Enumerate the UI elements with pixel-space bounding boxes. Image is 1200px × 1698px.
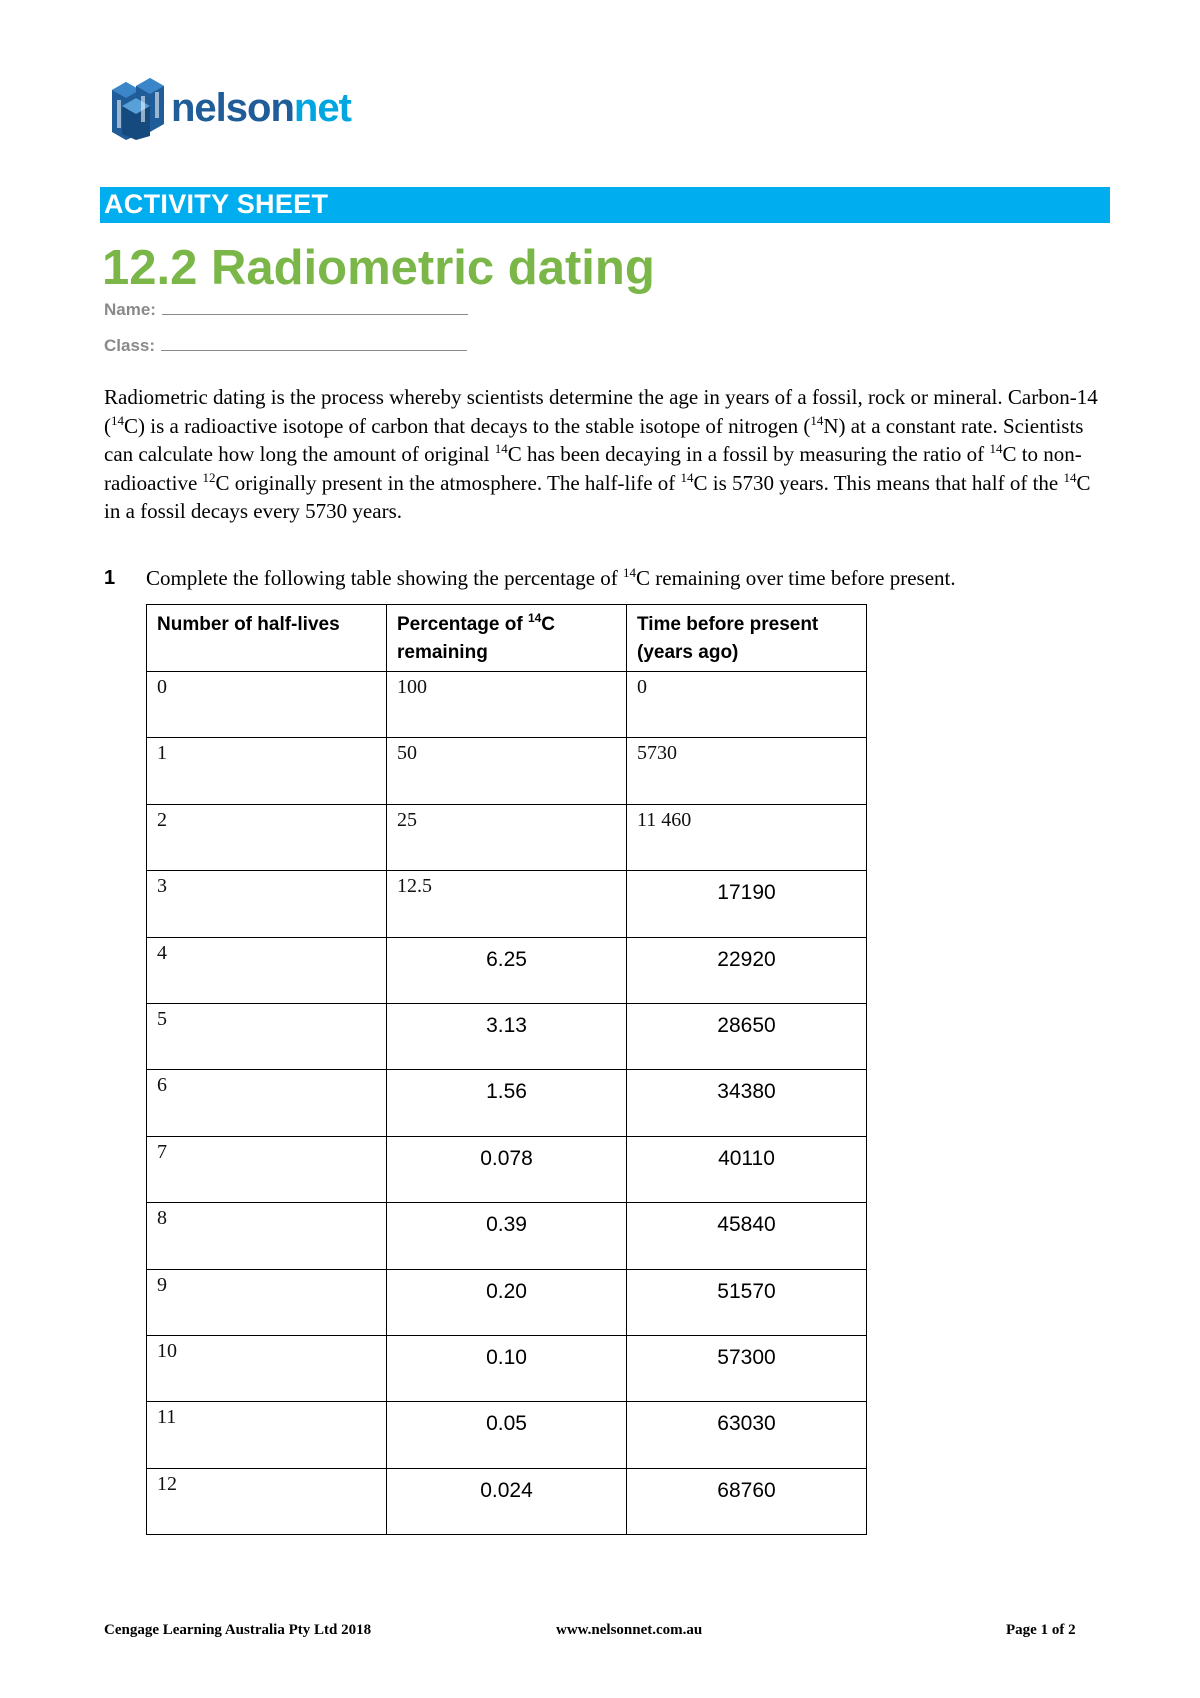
cell-time-answer[interactable]: 28650 <box>627 1003 867 1069</box>
cell-percentage: 50 <box>387 738 627 804</box>
table-row <box>147 1269 867 1335</box>
table-row <box>147 1003 867 1069</box>
page-title: 12.2 Radiometric dating <box>102 241 655 295</box>
table-row <box>147 1070 867 1136</box>
cell-percentage-answer[interactable]: 0.20 <box>387 1269 627 1335</box>
header-half-lives: Number of half-lives <box>147 605 387 672</box>
class-label: Class: <box>104 336 156 355</box>
intro-text: C in a fossil decays every 5730 years. <box>104 470 1091 523</box>
cell-percentage-answer[interactable]: 0.078 <box>387 1136 627 1202</box>
cell-half-lives: 9 <box>147 1269 387 1335</box>
header-time: Time before present (years ago) <box>627 605 867 672</box>
cell-time-answer[interactable]: 57300 <box>627 1335 867 1401</box>
name-label: Name: <box>104 300 156 319</box>
cell-time-answer[interactable]: 63030 <box>627 1402 867 1468</box>
intro-superscript: 14 <box>494 441 508 456</box>
cell-half-lives: 10 <box>147 1335 387 1401</box>
cell-percentage-answer[interactable]: 0.05 <box>387 1402 627 1468</box>
question-superscript: 14 <box>623 565 637 580</box>
cell-half-lives: 4 <box>147 937 387 1003</box>
intro-superscript: 14 <box>989 441 1003 456</box>
header-percentage-text: C remaining <box>397 614 556 663</box>
table-row <box>147 1203 867 1269</box>
intro-text: C) is a radioactive isotope of carbon that decays to the stable isotope of nitrogen ( <box>124 413 811 438</box>
cell-time-answer[interactable]: 51570 <box>627 1269 867 1335</box>
cell-time-answer[interactable]: 17190 <box>627 871 867 937</box>
nelsonnet-cube-icon <box>108 76 170 140</box>
table-row <box>147 1402 867 1468</box>
cell-percentage: 100 <box>387 672 627 738</box>
intro-superscript: 14 <box>1063 469 1077 485</box>
intro-superscript: 12 <box>202 469 216 485</box>
cell-half-lives: 12 <box>147 1468 387 1534</box>
footer-website-link[interactable]: www.nelsonnet.com.au <box>556 1622 703 1638</box>
table-row <box>147 672 867 738</box>
intro-text: C to non-radioactive <box>104 442 1082 495</box>
cell-half-lives: 6 <box>147 1070 387 1136</box>
cell-half-lives: 0 <box>147 672 387 738</box>
intro-text: C originally present in the atmosphere. The half-life of <box>215 470 681 495</box>
table-row <box>147 1335 867 1401</box>
activity-sheet-banner <box>100 187 1110 223</box>
cell-time: 0 <box>627 672 867 738</box>
name-field[interactable] <box>104 300 468 320</box>
question-number: 1 <box>104 567 116 589</box>
intro-superscript: 14 <box>680 469 694 485</box>
table-row <box>147 1136 867 1202</box>
class-field[interactable] <box>104 336 467 356</box>
cell-time-answer[interactable]: 34380 <box>627 1070 867 1136</box>
cell-time: 11 460 <box>627 804 867 870</box>
table-row <box>147 1468 867 1534</box>
question-text-part: Complete the following table showing the percentage of <box>146 566 624 590</box>
cell-half-lives: 11 <box>147 1402 387 1468</box>
nelsonnet-logo <box>108 76 351 140</box>
intro-text: N) at a constant rate. Scientists can calculate how long the amount of original <box>104 413 1084 466</box>
cell-percentage-answer[interactable]: 0.39 <box>387 1203 627 1269</box>
footer-copyright: Cengage Learning Australia Pty Ltd 2018 <box>104 1622 372 1638</box>
logo-wordmark <box>171 88 351 128</box>
cell-time-answer[interactable]: 22920 <box>627 937 867 1003</box>
question-text <box>146 566 956 591</box>
cell-time: 5730 <box>627 738 867 804</box>
class-underline[interactable] <box>161 336 467 351</box>
logo-text-nelson: nelson <box>171 86 294 130</box>
cell-time-answer[interactable]: 40110 <box>627 1136 867 1202</box>
intro-superscript: 14 <box>810 412 824 428</box>
cell-half-lives: 3 <box>147 871 387 937</box>
table-row <box>147 738 867 804</box>
intro-text: C is 5730 years. This means that half of the <box>693 470 1064 495</box>
table-row <box>147 871 867 937</box>
cell-half-lives: 8 <box>147 1203 387 1269</box>
intro-text: C has been decaying in a fossil by measuring the ratio of <box>507 442 990 466</box>
cell-time-answer[interactable]: 45840 <box>627 1203 867 1269</box>
cell-half-lives: 5 <box>147 1003 387 1069</box>
cell-percentage-answer[interactable]: 6.25 <box>387 937 627 1003</box>
half-life-table <box>146 604 867 1535</box>
header-percentage <box>387 605 627 672</box>
cell-percentage-answer[interactable]: 1.56 <box>387 1070 627 1136</box>
logo-text-net: net <box>293 86 351 130</box>
cell-half-lives: 1 <box>147 738 387 804</box>
cell-percentage: 25 <box>387 804 627 870</box>
footer-page-number: Page 1 of 2 <box>1006 1622 1076 1638</box>
name-underline[interactable] <box>162 300 468 315</box>
intro-text: Radiometric dating is the process whereby scientists determine the age in years of a fossil, rock or mineral. Carbon-14 ( <box>104 385 1098 438</box>
cell-time-answer[interactable]: 68760 <box>627 1468 867 1534</box>
cell-half-lives: 2 <box>147 804 387 870</box>
cell-percentage-answer[interactable]: 0.024 <box>387 1468 627 1534</box>
intro-paragraph <box>104 383 1109 526</box>
table-row <box>147 937 867 1003</box>
cell-percentage-answer[interactable]: 3.13 <box>387 1003 627 1069</box>
table-row <box>147 804 867 870</box>
table-header-row <box>147 605 867 672</box>
cell-half-lives: 7 <box>147 1136 387 1202</box>
question-text-part: C remaining over time before present. <box>636 566 956 590</box>
header-superscript: 14 <box>527 611 542 625</box>
cell-percentage: 12.5 <box>387 871 627 937</box>
intro-superscript: 14 <box>111 412 124 428</box>
cell-percentage-answer[interactable]: 0.10 <box>387 1335 627 1401</box>
banner-label: ACTIVITY SHEET <box>104 189 329 219</box>
header-percentage-text: Percentage of <box>397 614 528 635</box>
